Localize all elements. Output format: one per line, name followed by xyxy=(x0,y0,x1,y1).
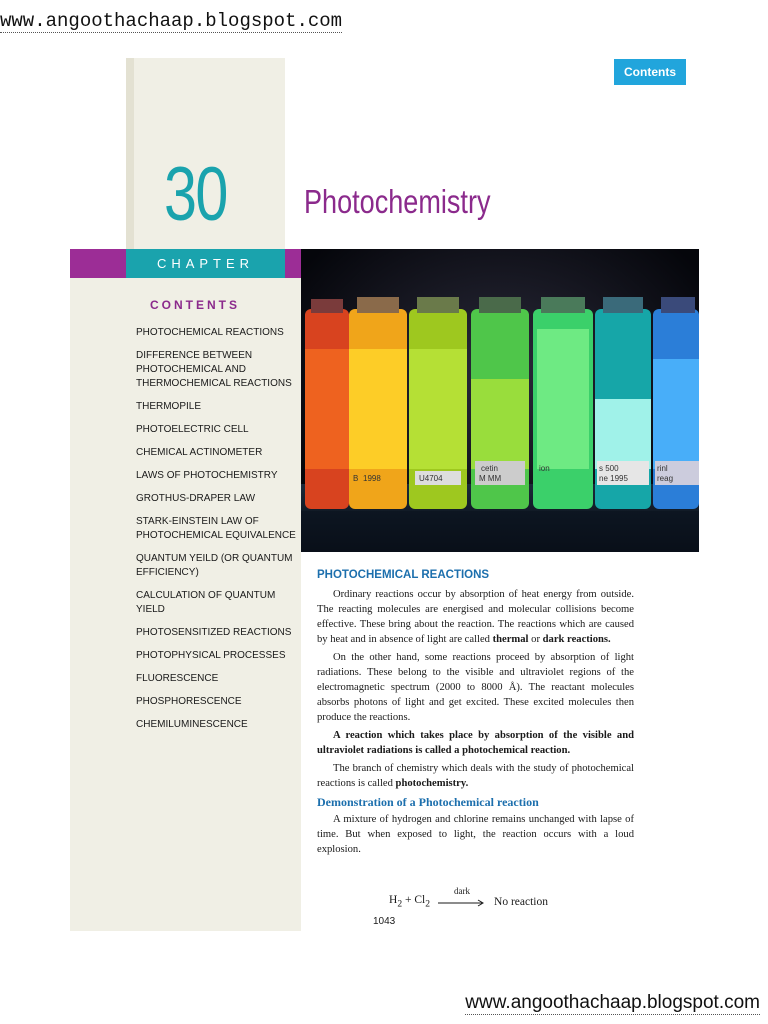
fluorescent-vials-photo xyxy=(301,249,699,552)
vial-label: 1998 xyxy=(363,474,381,483)
vial-label: M MM xyxy=(479,474,502,483)
contents-heading: CONTENTS xyxy=(150,298,240,312)
chapter-title: Photochemistry xyxy=(304,183,491,220)
vial-label: ion xyxy=(539,464,550,473)
toc-item[interactable]: PHOTOCHEMICAL REACTIONS xyxy=(136,327,284,338)
watermark-bottom: www.angoothachaap.blogspot.com xyxy=(465,992,760,1013)
definition: A reaction which takes place by absorption of the visible and ultraviolet radiations is called a photochemical reaction. xyxy=(317,730,634,756)
arrow-icon: dark xyxy=(436,894,488,910)
toc-item[interactable]: LAWS OF PHOTOCHEMISTRY xyxy=(136,470,278,481)
vial-blue xyxy=(653,297,699,509)
toc-item[interactable]: FLUORESCENCE xyxy=(136,673,219,684)
toc-item[interactable]: PHOSPHORESCENCE xyxy=(136,696,242,707)
vial-orange-yellow xyxy=(349,297,407,509)
toc-item[interactable]: CHEMICAL ACTINOMETER xyxy=(136,447,263,458)
vial-light-green xyxy=(533,297,593,509)
toc-item[interactable]: PHOTOSENSITIZED REACTIONS xyxy=(136,627,292,638)
toc-item[interactable]: PHOTOPHYSICAL PROCESSES xyxy=(136,650,286,661)
vial-label: cetin xyxy=(481,464,498,473)
vial-label: ne 1995 xyxy=(599,474,628,483)
reaction-equation: $H_2 + Cl_2$ dark No reaction xyxy=(389,886,548,910)
paragraph-4: The branch of chemistry which deals with the study of photochemical reactions is called photochemistry. xyxy=(317,763,634,789)
toc-item[interactable]: PHOTOELECTRIC CELL xyxy=(136,424,249,435)
vial-yellow-green xyxy=(409,297,467,509)
contents-button[interactable]: Contents xyxy=(614,59,686,85)
contents-list xyxy=(136,326,296,741)
vial-label: reag xyxy=(657,474,674,483)
toc-item[interactable]: DIFFERENCE BETWEEN PHOTOCHEMICAL AND THERMOCHEMICAL REACTIONS xyxy=(136,350,292,389)
chapter-number: 30 xyxy=(164,152,227,237)
toc-item[interactable]: CALCULATION OF QUANTUM YIELD xyxy=(136,590,276,615)
section-heading: PHOTOCHEMICAL REACTIONS xyxy=(317,569,490,581)
toc-item[interactable]: QUANTUM YEILD (OR QUANTUM EFFICIENCY) xyxy=(136,553,293,578)
vial-red xyxy=(305,299,349,509)
watermark-top: www.angoothachaap.blogspot.com xyxy=(0,10,343,32)
toc-item[interactable]: CHEMILUMINESCENCE xyxy=(136,719,248,730)
vial-label: B xyxy=(353,474,359,483)
paragraph-1: Ordinary reactions occur by absorption of heat energy from outside. The reacting molecules are energised and molecular collisions become effective. These bring about the reaction. The reactions which are caused by heat and in absence of light are called thermal or dark reactions. xyxy=(317,589,634,645)
toc-item[interactable]: GROTHUS-DRAPER LAW xyxy=(136,493,256,504)
vial-label: U4704 xyxy=(419,474,443,483)
main-text xyxy=(317,567,634,860)
paragraph-5: A mixture of hydrogen and chlorine remains unchanged with lapse of time. But when exposed to light, the reaction occurs with a loud explosion. xyxy=(317,814,634,855)
paragraph-2: On the other hand, some reactions proceed by absorption of light radiations. These belong to the visible and ultraviolet regions of the electromagnetic spectrum (2000 to 8000 Å). The reactant molecules absorbs photons of light and get excited. These excited molecules then produce the reactions. xyxy=(317,652,634,723)
chapter-label: CHAPTER xyxy=(126,249,285,278)
toc-item[interactable]: STARK-EINSTEIN LAW OF PHOTOCHEMICAL EQUIVALENCE xyxy=(136,516,296,541)
vial-green xyxy=(471,297,529,509)
panel-edge xyxy=(126,58,134,250)
vial-cyan xyxy=(595,297,651,509)
vial-label: rinl xyxy=(657,464,668,473)
vial-label: s 500 xyxy=(599,464,619,473)
toc-item[interactable]: THERMOPILE xyxy=(136,401,202,412)
subheading: Demonstration of a Photochemical reaction xyxy=(317,795,539,809)
page-number: 1043 xyxy=(373,916,396,927)
